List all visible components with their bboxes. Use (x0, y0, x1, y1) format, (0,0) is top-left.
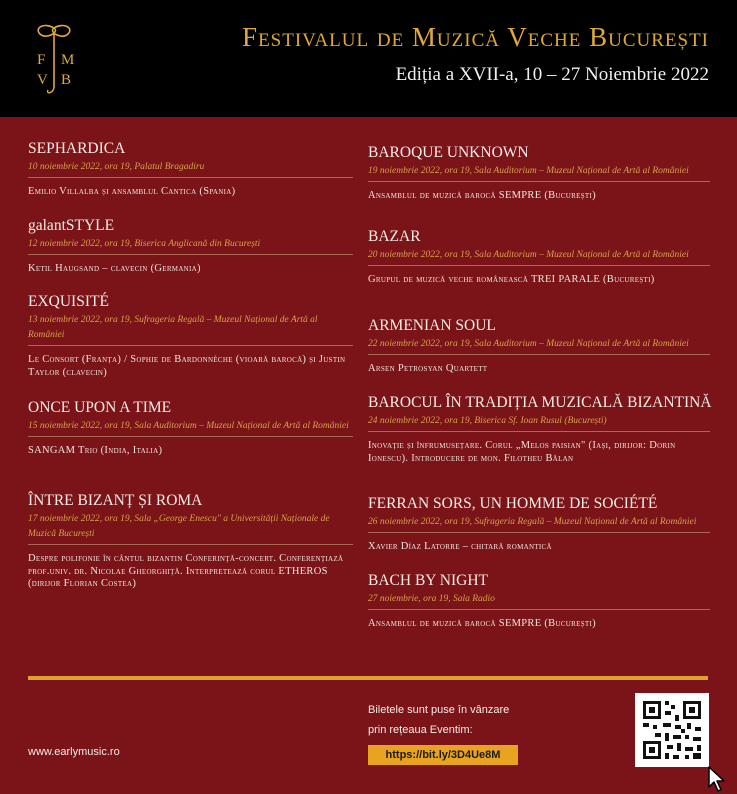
event-date-venue: 17 noiembrie 2022, ora 19, Sala „George Enescu" a Universității Naționale de Muzică București (28, 512, 353, 545)
event-date-venue: 22 noiembrie 2022, ora 19, Sala Auditorium – Muzeul Național de Artă al României (368, 337, 710, 355)
header (0, 0, 737, 117)
tickets-info (368, 700, 509, 740)
event-item (368, 317, 710, 376)
event-performers: SANGAM Trio (India, Italia) (28, 445, 163, 456)
qr-code-icon[interactable] (635, 693, 709, 767)
event-title: BACH BY NIGHT (368, 572, 488, 589)
event-performers: Despre polifonie în cântul bizantin Conferință-concert. Conferențiază prof.univ. dr. Nicolae Gheorghiță. Interpretează corul ETHEROS (dirijor Florian Costea) (28, 553, 344, 589)
event-item (28, 140, 353, 199)
event-title: FERRAN SORS, UN HOMME DE SOCIÉTÉ (368, 495, 658, 512)
event-item (368, 394, 710, 465)
event-title: BAZAR (368, 228, 421, 245)
event-title: ONCE UPON A TIME (28, 399, 172, 416)
tickets-line: Biletele sunt puse în vânzare (368, 704, 510, 716)
logo-letter-v: V (37, 72, 48, 88)
event-performers: Ansamblul de muzică barocă SEMPRE (București) (368, 190, 596, 201)
festival-edition: Ediția a XVII-a, 10 – 27 Noiembrie 2022 (395, 64, 709, 85)
event-item (28, 217, 353, 276)
event-performers: Grupul de muzică veche românească TREI PARALE (București) (368, 274, 655, 285)
event-performers: Ketil Haugsand – clavecin (Germania) (28, 263, 201, 274)
event-performers: Xavier Díaz Latorre – chitară romantică (368, 541, 552, 552)
eventim-link-button[interactable]: https://bit.ly/3D4Ue8M (368, 745, 518, 765)
logo-letter-m: M (61, 52, 75, 68)
event-item (28, 293, 353, 379)
mouse-cursor-icon (707, 765, 727, 793)
event-date-venue: 13 noiembrie 2022, ora 19, Sufrageria Regală – Muzeul Național de Artă al României (28, 313, 353, 346)
event-title: galantSTYLE (28, 217, 115, 234)
logo-letter-b: B (61, 72, 72, 88)
festival-title: Festivalul de Muzică Veche București (242, 22, 709, 52)
event-item (368, 228, 710, 287)
event-performers: Inovație și înfrumusețare. Corul „Melos paisian" (Iași, dirijor: Dorin Ionescu). Introducere de mon. Filotheu Bălan (368, 440, 676, 464)
festival-logo (26, 22, 82, 96)
event-item (368, 572, 710, 631)
event-title: ARMENIAN SOUL (368, 317, 496, 334)
event-title: SEPHARDICA (28, 140, 126, 157)
event-title: EXQUISITÉ (28, 293, 109, 310)
event-title: BAROCUL ÎN TRADIȚIA MUZICALĂ BIZANTINĂ (368, 394, 712, 411)
event-date-venue: 27 noiembrie, ora 19, Sala Radio (368, 592, 710, 610)
event-date-venue: 24 noiembrie 2022, ora 19, Biserica Sf. Ioan Rusul (București) (368, 414, 710, 432)
event-title: BAROQUE UNKNOWN (368, 144, 529, 161)
event-item (368, 144, 710, 203)
event-date-venue: 12 noiembrie 2022, ora 19, Biserica Anglicană din București (28, 237, 353, 255)
tickets-line: prin rețeaua Eventim: (368, 724, 473, 736)
event-date-venue: 26 noiembrie 2022, ora 19, Sufrageria Regală – Muzeul Național de Artă al României (368, 515, 710, 533)
event-date-venue: 15 noiembrie 2022, ora 19, Sala Auditorium – Muzeul Național de Artă al României (28, 419, 353, 437)
event-date-venue: 19 noiembrie 2022, ora 19, Sala Auditorium – Muzeul Național de Artă al României (368, 164, 710, 182)
event-date-venue: 20 noiembrie 2022, ora 19, Sala Auditorium – Muzeul Național de Artă al României (368, 248, 710, 266)
event-performers: Ansamblul de muzică barocă SEMPRE (București) (368, 618, 596, 629)
event-item (28, 399, 353, 458)
event-performers: Le Consort (Franța) / Sophie de Bardonnèche (vioară barocă) și Justin Taylor (clavecin) (28, 354, 346, 378)
logo-letter-f: F (37, 52, 46, 68)
event-title: ÎNTRE BIZANȚ ȘI ROMA (28, 492, 203, 509)
event-date-venue: 10 noiembrie 2022, ora 19, Palatul Bragadiru (28, 160, 353, 178)
divider-line (28, 676, 708, 680)
event-item (368, 495, 710, 554)
event-item (28, 492, 353, 591)
event-performers: Arsen Petrosyan Quartett (368, 363, 488, 374)
event-performers: Emilio Villalba și ansamblul Cantica (Spania) (28, 186, 236, 197)
website-link[interactable]: www.earlymusic.ro (28, 746, 120, 758)
